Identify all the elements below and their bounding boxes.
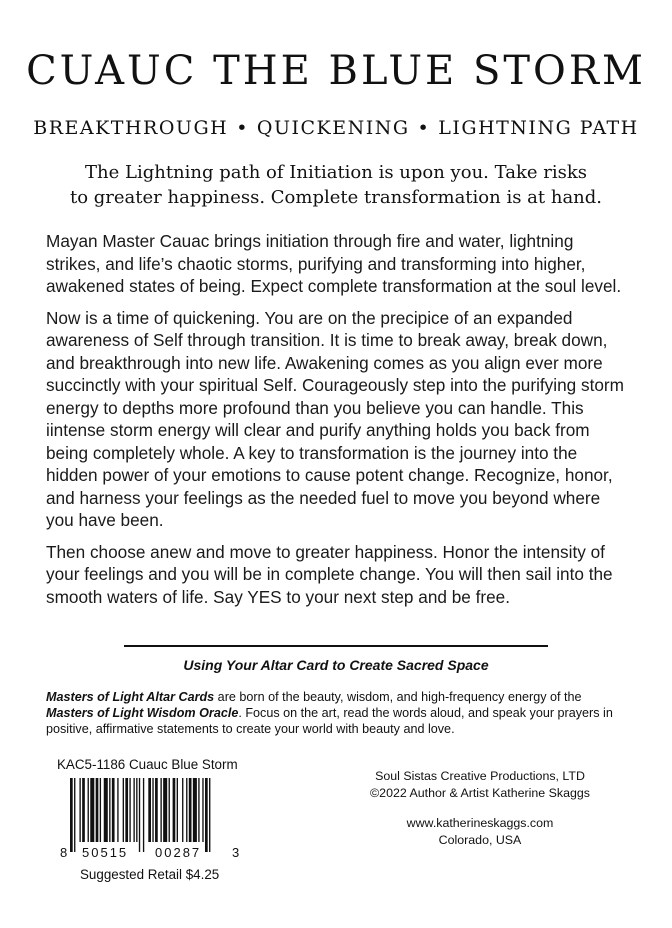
altar-text-part-2: . Focus on the art, read the words aloud, and speak your prayers in positive, affirmative statements to create your world with beauty and love. (46, 706, 613, 736)
keyword-lightning-path: LIGHTNING PATH (438, 117, 639, 139)
barcode-bar (155, 778, 158, 842)
barcode-bar (163, 778, 167, 842)
publisher-copyright: ©2022 Author & Artist Katherine Skaggs (370, 786, 590, 800)
barcode-bar (198, 778, 199, 842)
barcode-bar (136, 778, 137, 842)
barcode-digits-left: 50515 (82, 845, 129, 860)
keyword-line (0, 117, 672, 139)
keyword-breakthrough: BREAKTHROUGH (33, 117, 229, 139)
barcode-bar (189, 778, 192, 842)
barcode-bar (112, 778, 115, 842)
barcode-bar (169, 778, 170, 842)
body-paragraph: Then choose anew and move to greater happiness. Honor the intensity of your feelings and you will be in complete change. You will then sail into the smooth waters of life. Say YES to your next step and be free. (46, 541, 613, 607)
card-title: CUAUC THE BLUE STORM (26, 48, 646, 94)
barcode-bar (139, 778, 140, 852)
altar-text-part-1: are born of the beauty, wisdom, and high-frequency energy of the (214, 690, 582, 704)
altar-description (46, 689, 630, 737)
altar-brand-name: Masters of Light Altar Cards (46, 690, 215, 704)
barcode-bar (82, 778, 85, 842)
barcode-bar (74, 778, 75, 852)
barcode-bar (186, 778, 187, 842)
barcode-digits-right: 00287 (155, 845, 202, 860)
barcode-bar (202, 778, 203, 842)
barcode-bar (125, 778, 128, 842)
barcode-bar (205, 778, 208, 852)
barcode-bar (133, 778, 134, 842)
upc-barcode (58, 778, 244, 860)
product-sku: KAC5-1186 Cuauc Blue Storm (57, 757, 238, 772)
barcode-bar (148, 778, 151, 842)
barcode-bar (88, 778, 89, 842)
keyword-quickening: QUICKENING (256, 117, 410, 139)
barcode-bar (143, 778, 144, 852)
barcode-bar (182, 778, 183, 842)
barcode-bar (160, 778, 161, 842)
altar-heading: Using Your Altar Card to Create Sacred Space (183, 657, 489, 673)
body-paragraph: Now is a time of quickening. You are on the precipice of an expanded awareness of Self through transition. It is time to break away, break down, and breakthrough into new life. Awakening comes as you align ever more succinctly with your spiritual Self. Courageously step into the purifying storm energy to depths more profound than you believe you can handle. This iintense storm energy will clear and purify anything holds you back from being completely whole. A key to transformation is the journey into the hidden power of your emotions to cause potent change. Recognize, honor, and harness your feelings as the needed fuel to move you beyond where you have been. (46, 307, 624, 530)
barcode-bar (123, 778, 124, 842)
publisher-block (360, 768, 600, 849)
barcode-bar (193, 778, 197, 842)
barcode-bar (90, 778, 94, 842)
suggested-retail: Suggested Retail $4.25 (80, 867, 220, 882)
barcode-bar (96, 778, 99, 842)
barcode-bar (100, 778, 101, 842)
barcode-bar (152, 778, 153, 842)
barcode-bar (177, 778, 178, 842)
oracle-name: Masters of Light Wisdom Oracle (46, 706, 239, 720)
barcode-bar (209, 778, 210, 852)
publisher-location: Colorado, USA (438, 833, 522, 847)
separator-dot: • (417, 117, 431, 139)
body-paragraph: Mayan Master Cauac brings initiation through fire and water, lightning strikes, and life’s chaotic storms, purifying and transforming into higher, awakened states of being. Expect complete transformation at the soul level. (46, 231, 622, 296)
divider-rule (124, 645, 548, 647)
tagline-line-1: The Lightning path of Initiation is upon you. Take risks (85, 162, 587, 183)
separator-dot: • (236, 117, 249, 139)
barcode-bar (70, 778, 73, 852)
barcode-digit-system: 8 (60, 845, 68, 860)
barcode-bar (79, 778, 80, 842)
barcode-bar (117, 778, 118, 842)
barcode-bar (129, 778, 130, 842)
tagline (40, 160, 632, 210)
card-body (46, 230, 630, 617)
tagline-line-2: to greater happiness. Complete transformation is at hand. (69, 187, 603, 208)
barcode-bars (70, 778, 210, 852)
barcode-bar (104, 778, 108, 842)
barcode-bar (173, 778, 176, 842)
barcode-digit-check: 3 (232, 845, 240, 860)
publisher-website: www.katherineskaggs.com (406, 816, 554, 830)
publisher-company: Soul Sistas Creative Productions, LTD (375, 769, 585, 783)
barcode-bar (109, 778, 110, 842)
